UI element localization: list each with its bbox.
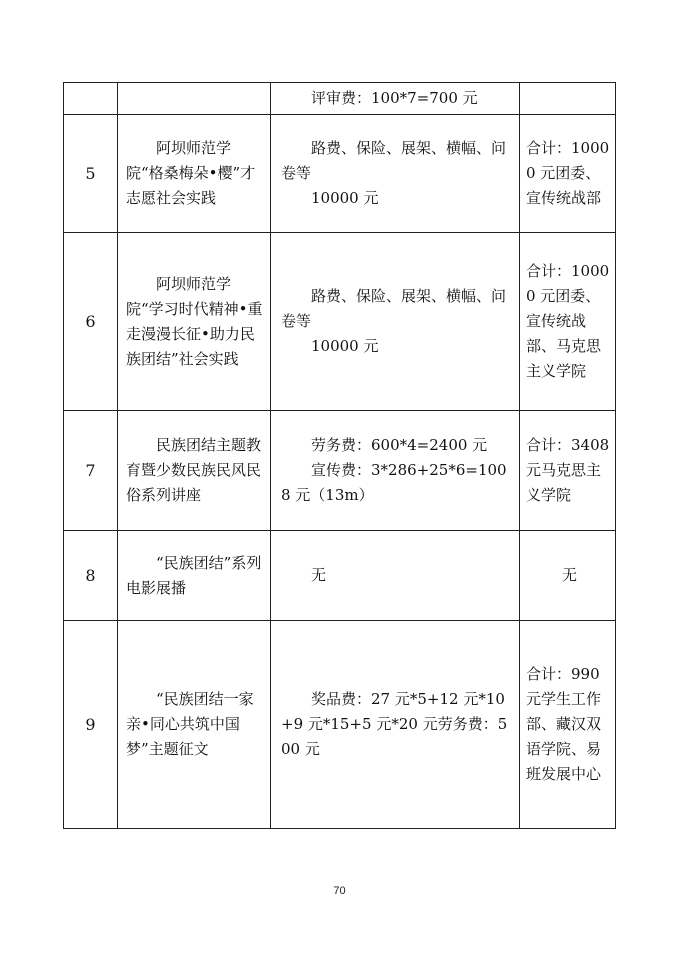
cost-detail: [271, 233, 520, 411]
cost-line: 10000 元: [311, 189, 379, 207]
cost-line: 劳务费：600*4=2400 元: [311, 436, 488, 454]
row-number: 6: [64, 233, 118, 411]
cost-line: 宣传费：3*286+25*6=1008 元（13m）: [281, 461, 507, 504]
expense-table: [63, 82, 616, 829]
table-row: [64, 115, 616, 233]
row-number: 9: [64, 621, 118, 829]
page-number: 70: [333, 885, 346, 897]
cost-line: 奖品费：27 元*5+12 元*10+9 元*15+5 元*20 元劳务费：500 元: [281, 690, 508, 758]
cost-detail: [271, 83, 520, 115]
cost-detail: [271, 531, 520, 621]
cost-line: 路费、保险、展架、横幅、问卷等: [281, 287, 507, 330]
table-row: [64, 411, 616, 531]
total-and-unit: 合计：3408 元马克思主义学院: [520, 411, 616, 531]
table-row: [64, 621, 616, 829]
total-and-unit: [520, 83, 616, 115]
project-name: 阿坝师范学院“格桑梅朵•樱”才志愿社会实践: [118, 115, 271, 233]
project-name: “民族团结”系列电影展播: [118, 531, 271, 621]
total-and-unit: 合计：10000 元团委、宣传统战部、马克思主义学院: [520, 233, 616, 411]
project-name: 民族团结主题教育暨少数民族民风民俗系列讲座: [118, 411, 271, 531]
cost-detail: [271, 115, 520, 233]
cost-line: 10000 元: [311, 337, 379, 355]
cost-detail: [271, 411, 520, 531]
total-and-unit: 无: [520, 531, 616, 621]
row-number: 5: [64, 115, 118, 233]
total-and-unit: 合计：990 元学生工作部、藏汉双语学院、易班发展中心: [520, 621, 616, 829]
cost-line: 评审费：100*7=700 元: [311, 89, 478, 107]
table-row: [64, 233, 616, 411]
project-name: “民族团结一家亲•同心共筑中国梦”主题征文: [118, 621, 271, 829]
project-name: 阿坝师范学院“学习时代精神•重走漫漫长征•助力民族团结”社会实践: [118, 233, 271, 411]
table-row: [64, 531, 616, 621]
row-number: [64, 83, 118, 115]
cost-line: 路费、保险、展架、横幅、问卷等: [281, 139, 507, 182]
row-number: 8: [64, 531, 118, 621]
table-row: [64, 83, 616, 115]
total-and-unit: 合计：10000 元团委、宣传统战部: [520, 115, 616, 233]
row-number: 7: [64, 411, 118, 531]
project-name: [118, 83, 271, 115]
cost-line: 无: [311, 566, 327, 584]
cost-detail: [271, 621, 520, 829]
